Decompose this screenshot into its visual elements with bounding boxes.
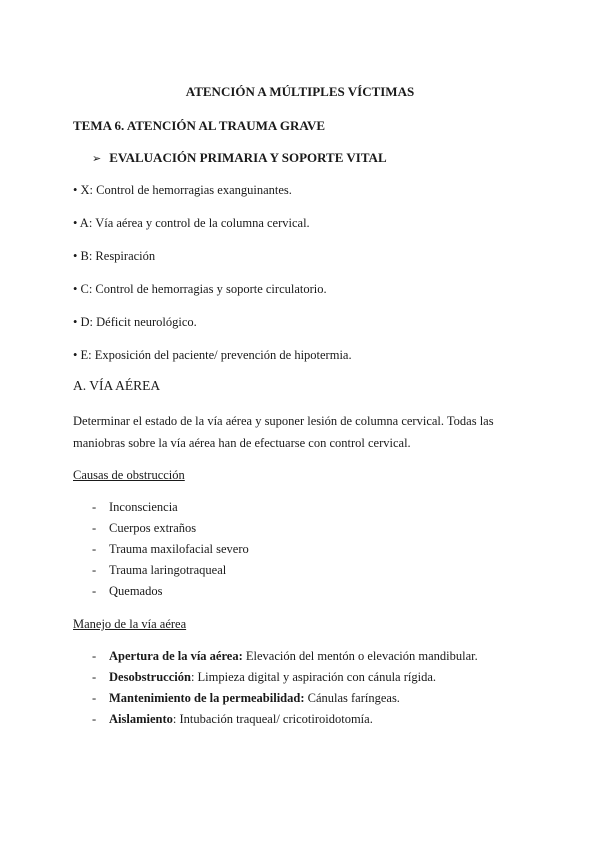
arrow-bullet-icon: ➢ bbox=[92, 152, 102, 165]
dash-bullet: - bbox=[92, 712, 97, 726]
bullet-item-x: • X: Control de hemorragias exanguinantes. bbox=[73, 183, 292, 197]
dash-bullet: - bbox=[92, 500, 97, 514]
list-item-text: Elevación del mentón o elevación mandibular. bbox=[242, 649, 478, 663]
bullet-item-c: • C: Control de hemorragias y soporte circulatorio. bbox=[73, 282, 327, 296]
bullet-item-b: • B: Respiración bbox=[73, 249, 156, 263]
list-item-term: Mantenimiento de la permeabilidad: bbox=[109, 691, 305, 705]
dash-bullet: - bbox=[92, 691, 97, 705]
list-item-term: Apertura de la vía aérea: bbox=[109, 649, 243, 663]
list-item bbox=[92, 712, 373, 727]
section-heading-text: EVALUACIÓN PRIMARIA Y SOPORTE VITAL bbox=[109, 150, 387, 165]
section-heading-via-aerea: A. VÍA AÉREA bbox=[73, 378, 161, 393]
list-item-text: Cánulas faríngeas. bbox=[304, 691, 400, 705]
manejo-subheading: Manejo de la vía aérea bbox=[73, 617, 187, 631]
dash-bullet: - bbox=[92, 670, 97, 684]
list-item-term: Aislamiento bbox=[109, 712, 173, 726]
bullet-item-a: • A: Vía aérea y control de la columna cervical. bbox=[73, 216, 310, 230]
list-item bbox=[92, 691, 400, 706]
list-item-text: Inconsciencia bbox=[109, 500, 178, 514]
list-item bbox=[92, 563, 226, 578]
causas-subheading: Causas de obstrucción bbox=[73, 468, 185, 482]
list-item bbox=[92, 542, 249, 557]
intro-paragraph: Determinar el estado de la vía aérea y suponer lesión de columna cervical. Todas las maniobras sobre la vía aérea han de efectuarse con control cervical. bbox=[73, 414, 494, 450]
list-item-text: : Intubación traqueal/ cricotiroidotomía. bbox=[172, 712, 373, 726]
document-title: ATENCIÓN A MÚLTIPLES VÍCTIMAS bbox=[185, 84, 415, 99]
dash-bullet: - bbox=[92, 649, 97, 663]
list-item bbox=[92, 649, 478, 664]
list-item-text: : Limpieza digital y aspiración con cánula rígida. bbox=[190, 670, 437, 684]
bullet-item-e: • E: Exposición del paciente/ prevención de hipotermia. bbox=[73, 348, 352, 362]
dash-bullet: - bbox=[92, 584, 97, 598]
list-item-text: Trauma laringotraqueal bbox=[109, 563, 227, 577]
list-item bbox=[92, 584, 162, 599]
list-item-text: Cuerpos extraños bbox=[109, 521, 197, 535]
dash-bullet: - bbox=[92, 542, 97, 556]
list-item bbox=[92, 670, 436, 685]
tema-heading: TEMA 6. ATENCIÓN AL TRAUMA GRAVE bbox=[73, 118, 326, 133]
dash-bullet: - bbox=[92, 521, 97, 535]
list-item bbox=[92, 500, 178, 515]
list-item bbox=[92, 521, 196, 536]
dash-bullet: - bbox=[92, 563, 97, 577]
bullet-item-d: • D: Déficit neurológico. bbox=[73, 315, 197, 329]
list-item-text: Quemados bbox=[109, 584, 163, 598]
list-item-text: Trauma maxilofacial severo bbox=[109, 542, 249, 556]
section-heading bbox=[92, 150, 387, 166]
list-item-term: Desobstrucción bbox=[109, 670, 191, 684]
